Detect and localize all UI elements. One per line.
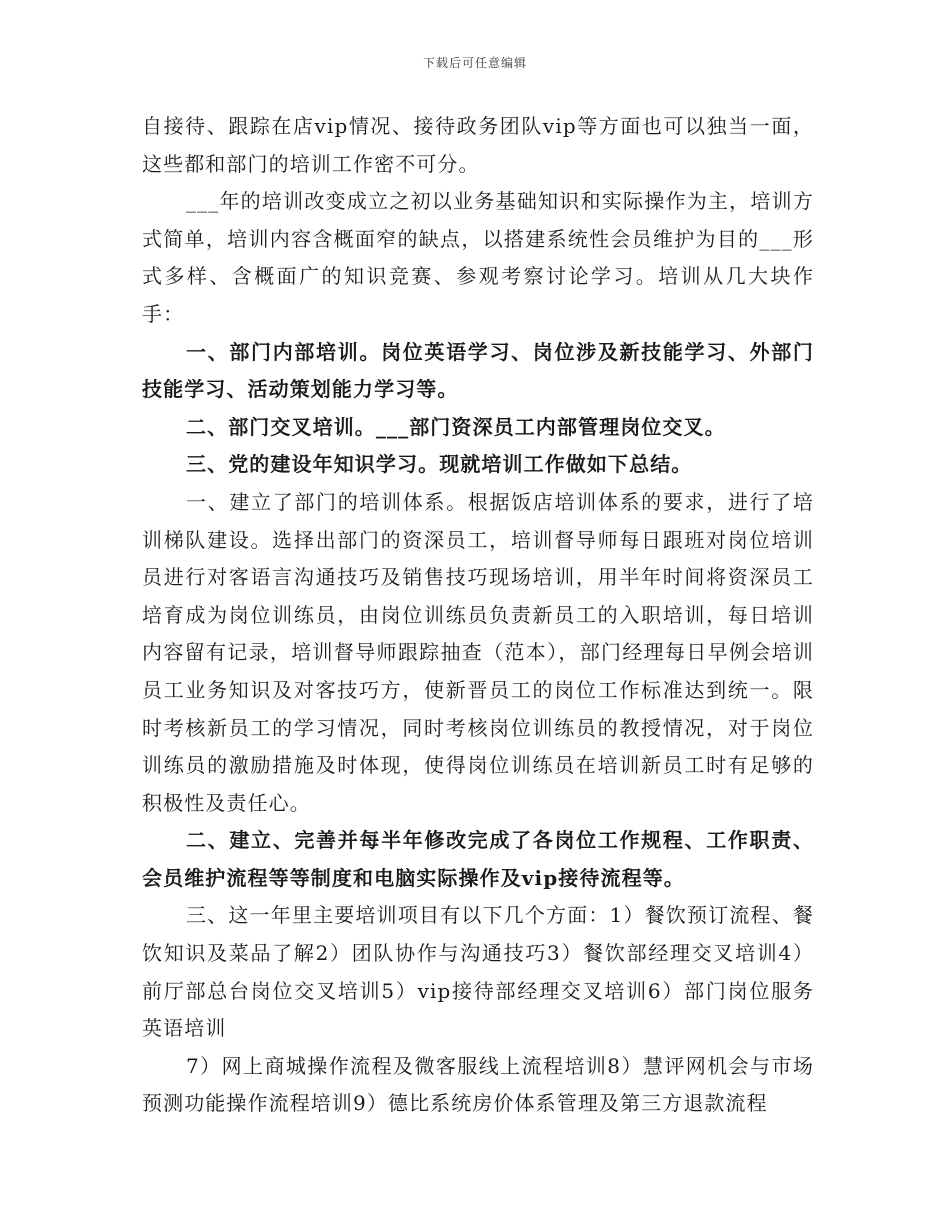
page-header: 下载后可任意编辑: [422, 56, 527, 70]
paragraph-5-heading: 三、党的建设年知识学习。现就培训工作做如下总结。: [186, 452, 693, 477]
paragraph-8: 三、这一年里主要培训项目有以下几个方面：1）餐饮预订流程、餐饮知识及菜品了解2）团队协作与沟通技巧3）餐饮部经理交叉培训4）前厅部总台岗位交叉培训5）vip接待部经理交叉培训6）部门岗位服务英语培训: [142, 903, 814, 1041]
paragraph-3-heading: 一、部门内部培训。岗位英语学习、岗位涉及新技能学习、外部门技能学习、活动策划能力学习等。: [142, 339, 814, 402]
document-body: [142, 108, 814, 1123]
paragraph-7-heading: 二、建立、完善并每半年修改完成了各岗位工作规程、工作职责、会员维护流程等等制度和电脑实际操作及vip接待流程等。: [142, 828, 814, 890]
paragraph-6: 一、建立了部门的培训体系。根据饭店培训体系的要求，进行了培训梯队建设。选择出部门的资深员工，培训督导师每日跟班对岗位培训员进行对客语言沟通技巧及销售技巧现场培训，用半年时间将资深员工培育成为岗位训练员，由岗位训练员负责新员工的入职培训，每日培训内容留有记录，培训督导师跟踪抽查（范本），部门经理每日早例会培训员工业务知识及对客技巧方，使新晋员工的岗位工作标准达到统一。限时考核新员工的学习情况，同时考核岗位训练员的教授情况，对于岗位训练员的激励措施及时体现，使得岗位训练员在培训新员工时有足够的积极性及责任心。: [142, 489, 814, 815]
paragraph-4-heading: 二、部门交叉培训。___部门资深员工内部管理岗位交叉。: [186, 414, 726, 439]
paragraph-1: 自接待、跟踪在店vip情况、接待政务团队vip等方面也可以独当一面，这些都和部门的培训工作密不可分。: [142, 114, 814, 176]
paragraph-9: 7）网上商城操作流程及微客服线上流程培训8）慧评网机会与市场预测功能操作流程培训9）德比系统房价体系管理及第三方退款流程: [142, 1053, 814, 1116]
paragraph-2: ___年的培训改变成立之初以业务基础知识和实际操作为主，培训方式简单，培训内容含概面窄的缺点，以搭建系统性会员维护为目的___形式多样、含概面广的知识竞赛、参观考察讨论学习。培训从几大块作手：: [142, 189, 814, 326]
